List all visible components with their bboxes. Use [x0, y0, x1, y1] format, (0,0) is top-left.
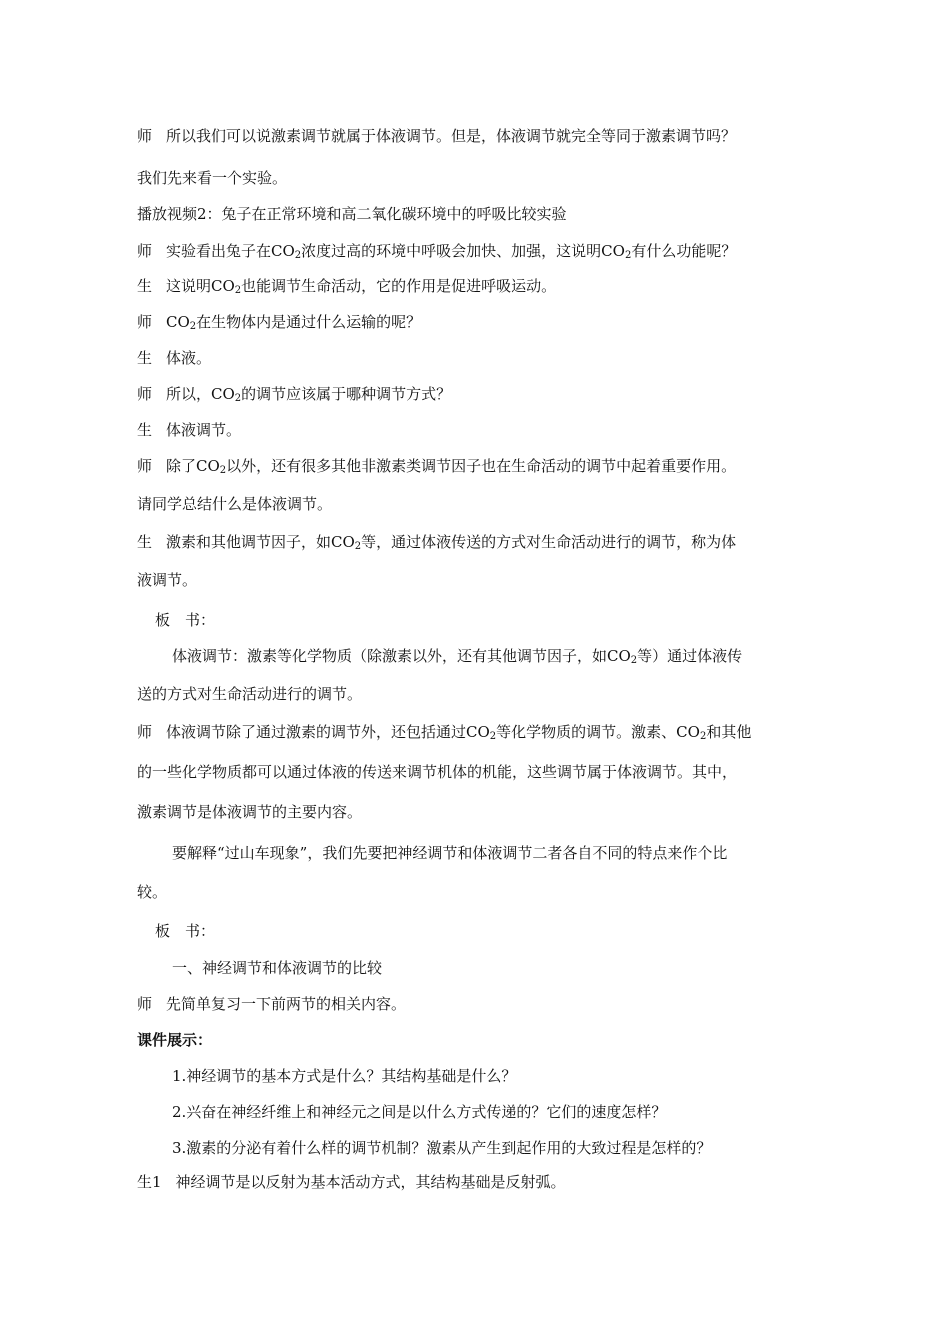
speaker-label: 师	[137, 127, 153, 145]
speaker-label: 师	[137, 723, 153, 741]
line-text: 这说明CO	[166, 277, 235, 295]
line-text: 等）通过体液传	[637, 647, 743, 665]
subscript: 2	[489, 731, 497, 742]
line-text: 课件展示：	[137, 1031, 213, 1049]
board-heading	[155, 921, 845, 941]
dialogue-line	[137, 494, 827, 514]
line-text: 等，通过体液传送的方式对生命活动进行的调节，称为体	[361, 533, 737, 551]
subscript: 2	[234, 393, 242, 404]
dialogue-line	[137, 802, 827, 822]
line-text: 以外，还有很多其他非激素类调节因子也在生命活动的调节中起着重要作用。	[226, 457, 737, 475]
dialogue-line	[137, 241, 827, 261]
subscript: 2	[189, 321, 197, 332]
line-text: 3.激素的分泌有着什么样的调节机制？激素从产生到起作用的大致过程是怎样的？	[172, 1139, 712, 1157]
board-heading	[155, 610, 845, 630]
speaker-label: 生	[137, 421, 153, 439]
line-text: 板 书：	[155, 922, 216, 940]
speaker-label: 生	[137, 533, 153, 551]
section-heading	[137, 1030, 827, 1050]
line-text: 神经调节是以反射为基本活动方式，其结构基础是反射弧。	[175, 1173, 566, 1191]
line-text: 激素和其他调节因子，如CO	[166, 533, 355, 551]
line-text: 请同学总结什么是体液调节。	[137, 495, 333, 513]
line-text: 实验看出兔子在CO	[166, 242, 295, 260]
line-text: 的一些化学物质都可以通过体液的传送来调节机体的机能，这些调节属于体液调节。其中，	[137, 763, 738, 781]
line-text: 和其他	[706, 723, 752, 741]
dialogue-line	[137, 276, 827, 296]
dialogue-line	[137, 348, 827, 368]
line-text: 体液调节。	[166, 421, 242, 439]
line-text: CO	[166, 313, 190, 331]
subscript: 2	[630, 655, 638, 666]
paragraph-line	[137, 882, 827, 902]
dialogue-line	[137, 168, 827, 188]
line-text: 较。	[137, 883, 168, 901]
speaker-label: 师	[137, 995, 153, 1013]
line-text: 等化学物质的调节。激素、CO	[496, 723, 700, 741]
subscript: 2	[294, 250, 302, 261]
line-text: 所以我们可以说激素调节就属于体液调节。但是，体液调节就完全等同于激素调节吗？	[166, 127, 737, 145]
line-text: 先简单复习一下前两节的相关内容。	[166, 995, 407, 1013]
line-text: 播放视频2：兔子在正常环境和高二氧化碳环境中的呼吸比较实验	[137, 205, 567, 223]
speaker-label: 师	[137, 457, 153, 475]
subscript: 2	[624, 250, 632, 261]
line-text: 要解释“过山车现象”，我们先要把神经调节和体液调节二者各自不同的特点来作个比	[172, 844, 728, 862]
subscript: 2	[234, 285, 242, 296]
line-text: 体液。	[166, 349, 212, 367]
line-text: 浓度过高的环境中呼吸会加快、加强，这说明CO	[301, 242, 625, 260]
line-text: 的调节应该属于哪种调节方式？	[241, 385, 452, 403]
question-item	[172, 1102, 862, 1122]
subscript: 2	[354, 541, 362, 552]
dialogue-line	[137, 570, 827, 590]
line-text: 所以，CO	[166, 385, 235, 403]
speaker-label: 生1	[137, 1173, 162, 1191]
dialogue-line	[137, 384, 827, 404]
subscript: 2	[699, 731, 707, 742]
line-text: 板 书：	[155, 611, 216, 629]
speaker-label: 生	[137, 277, 153, 295]
speaker-label: 生	[137, 349, 153, 367]
paragraph-line	[172, 843, 862, 863]
dialogue-line	[137, 762, 827, 782]
speaker-label: 师	[137, 313, 153, 331]
board-content	[172, 646, 862, 666]
dialogue-line	[137, 420, 827, 440]
video-line	[137, 204, 827, 224]
question-item	[172, 1138, 862, 1158]
board-content	[137, 684, 827, 704]
subscript: 2	[219, 465, 227, 476]
dialogue-line	[137, 1172, 827, 1192]
line-text: 送的方式对生命活动进行的调节。	[137, 685, 363, 703]
dialogue-line	[137, 126, 827, 146]
dialogue-line	[137, 312, 827, 332]
line-text: 体液调节除了通过激素的调节外，还包括通过CO	[166, 723, 490, 741]
question-item	[172, 1066, 862, 1086]
dialogue-line	[137, 722, 827, 742]
line-text: 体液调节：激素等化学物质（除激素以外，还有其他调节因子，如CO	[172, 647, 631, 665]
line-text: 1.神经调节的基本方式是什么？其结构基础是什么？	[172, 1067, 517, 1085]
dialogue-line	[137, 532, 827, 552]
line-text: 一、神经调节和体液调节的比较	[172, 959, 383, 977]
line-text: 液调节。	[137, 571, 198, 589]
line-text: 我们先来看一个实验。	[137, 169, 288, 187]
line-text: 在生物体内是通过什么运输的呢？	[196, 313, 422, 331]
line-text: 2.兴奋在神经纤维上和神经元之间是以什么方式传递的？它们的速度怎样？	[172, 1103, 667, 1121]
board-content	[172, 958, 862, 978]
line-text: 除了CO	[166, 457, 220, 475]
speaker-label: 师	[137, 385, 153, 403]
dialogue-line	[137, 994, 827, 1014]
line-text: 有什么功能呢？	[631, 242, 737, 260]
line-text: 激素调节是体液调节的主要内容。	[137, 803, 363, 821]
line-text: 也能调节生命活动，它的作用是促进呼吸运动。	[241, 277, 557, 295]
speaker-label: 师	[137, 242, 153, 260]
dialogue-line	[137, 456, 827, 476]
